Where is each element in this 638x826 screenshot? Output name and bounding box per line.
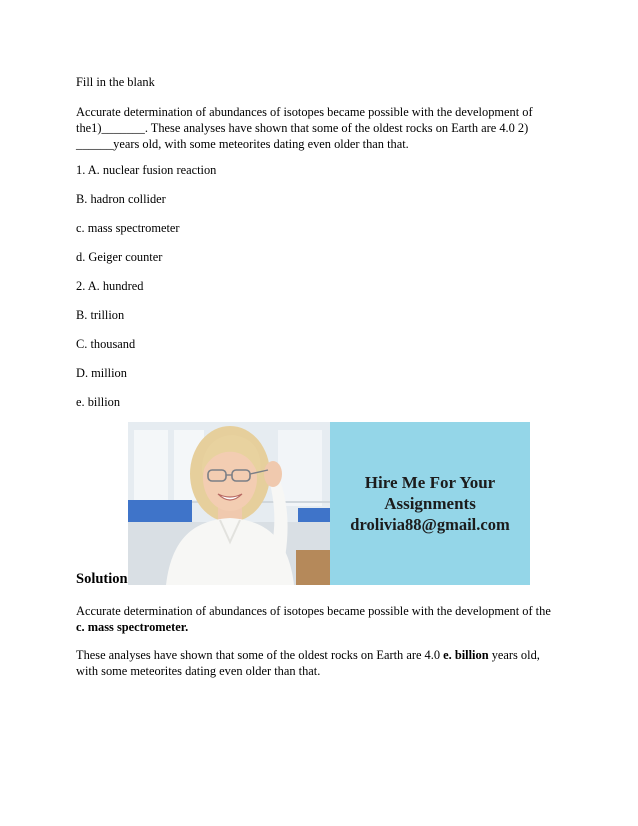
answer-1-bold: c. mass spectrometer. [76, 620, 189, 634]
heading: Fill in the blank [76, 75, 155, 89]
question-line-2: the1)_______. These analyses have shown that some of the oldest rocks on Earth are 4.0 2) [76, 121, 529, 135]
ad-text-panel [330, 422, 530, 585]
question-line-3: ______years old, with some meteorites dating even older than that. [76, 137, 409, 151]
solution-answer-1 [76, 603, 566, 635]
ad-line-assignments: Assignments [384, 494, 476, 513]
question-line-1: Accurate determination of abundances of isotopes became possible with the development of [76, 105, 533, 119]
option-1c: c. mass spectrometer [76, 221, 180, 235]
answer-2-bold: e. billion [443, 648, 489, 662]
answer-2-text: These analyses have shown that some of the oldest rocks on Earth are 4.0 [76, 648, 444, 662]
answer-1-text: Accurate determination of abundances of isotopes became possible with the development of the [76, 604, 551, 618]
option-2b: B. trillion [76, 308, 125, 322]
option-2a: 2. A. hundred [76, 279, 144, 293]
option-2c: C. thousand [76, 337, 136, 351]
option-2e: e. billion [76, 395, 121, 409]
solution-answer-2 [76, 647, 566, 679]
answer-2-line-2: with some meteorites dating even older than that. [76, 664, 321, 678]
ad-email[interactable]: drolivia88@gmail.com [350, 515, 510, 534]
ad-line-hire: Hire Me For Your [364, 473, 496, 492]
advertisement-banner[interactable] [128, 422, 530, 585]
option-2d: D. million [76, 366, 127, 380]
option-1a: 1. A. nuclear fusion reaction [76, 163, 217, 177]
solution-heading: Solution [76, 571, 128, 587]
woman-with-glasses-photo [128, 422, 330, 585]
option-1d: d. Geiger counter [76, 250, 163, 264]
option-1b: B. hadron collider [76, 192, 166, 206]
answer-2-after: years old, [488, 648, 540, 662]
